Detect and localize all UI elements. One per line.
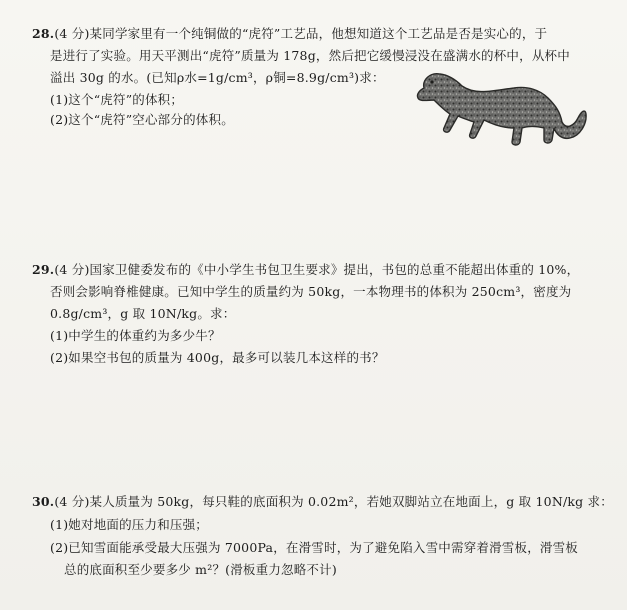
question-30-line-1	[32, 494, 613, 510]
question-29-number: 29.	[32, 262, 55, 277]
question-28-number: 28.	[32, 26, 55, 41]
question-30-part-1: (1)她对地面的压力和压强；	[50, 517, 209, 532]
question-30-text-1: (4 分)某人质量为 50kg，每只鞋的底面积为 0.02m²，若她双脚站立在地面上，g 取 10N/kg 求：	[54, 494, 613, 509]
question-29-text-1: (4 分)国家卫健委发布的《中小学生书包卫生要求》提出，书包的总重不能超出体重的 10%，	[54, 262, 580, 277]
question-29-part-2: (2)如果空书包的质量为 400g，最多可以装几本这样的书？	[50, 350, 385, 365]
question-30-part-2-continued: 总的底面积至少要多少 m²？(滑板重力忽略不计)	[64, 562, 337, 577]
tiger-eye	[430, 80, 433, 83]
question-28-part-2: (2)这个“虎符”空心部分的体积。	[50, 112, 234, 127]
question-28-text-1: (4 分)某同学家里有一个纯铜做的“虎符”工艺品，他想知道这个工艺品是否是实心的，于	[54, 26, 548, 41]
question-29-part-1: (1)中学生的体重约为多少牛？	[50, 328, 221, 343]
question-28-line-2: 是进行了实验。用天平测出“虎符”质量为 178g，然后把它缓慢浸没在盛满水的杯中，从杯中	[50, 48, 570, 63]
question-29-line-2: 否则会影响脊椎健康。已知中学生的质量约为 50kg，一本物理书的体积为 250cm³，密度为	[50, 284, 572, 299]
question-29-line-1	[32, 262, 579, 278]
question-28-part-1: (1)这个“虎符”的体积；	[50, 92, 184, 107]
question-28-line-3: 溢出 30g 的水。(已知ρ水=1g/cm³，ρ铜=8.9g/cm³)求：	[50, 70, 385, 85]
question-30-number: 30.	[32, 494, 55, 509]
tiger-body-shape	[417, 74, 586, 145]
question-28-line-1	[32, 26, 547, 42]
tiger-tally-image	[410, 66, 588, 148]
question-29-line-3: 0.8g/cm³，g 取 10N/kg。求：	[50, 306, 236, 321]
question-30-part-2: (2)已知雪面能承受最大压强为 7000Pa，在滑雪时，为了避免陷入雪中需穿着滑雪板，滑雪板	[50, 540, 578, 555]
